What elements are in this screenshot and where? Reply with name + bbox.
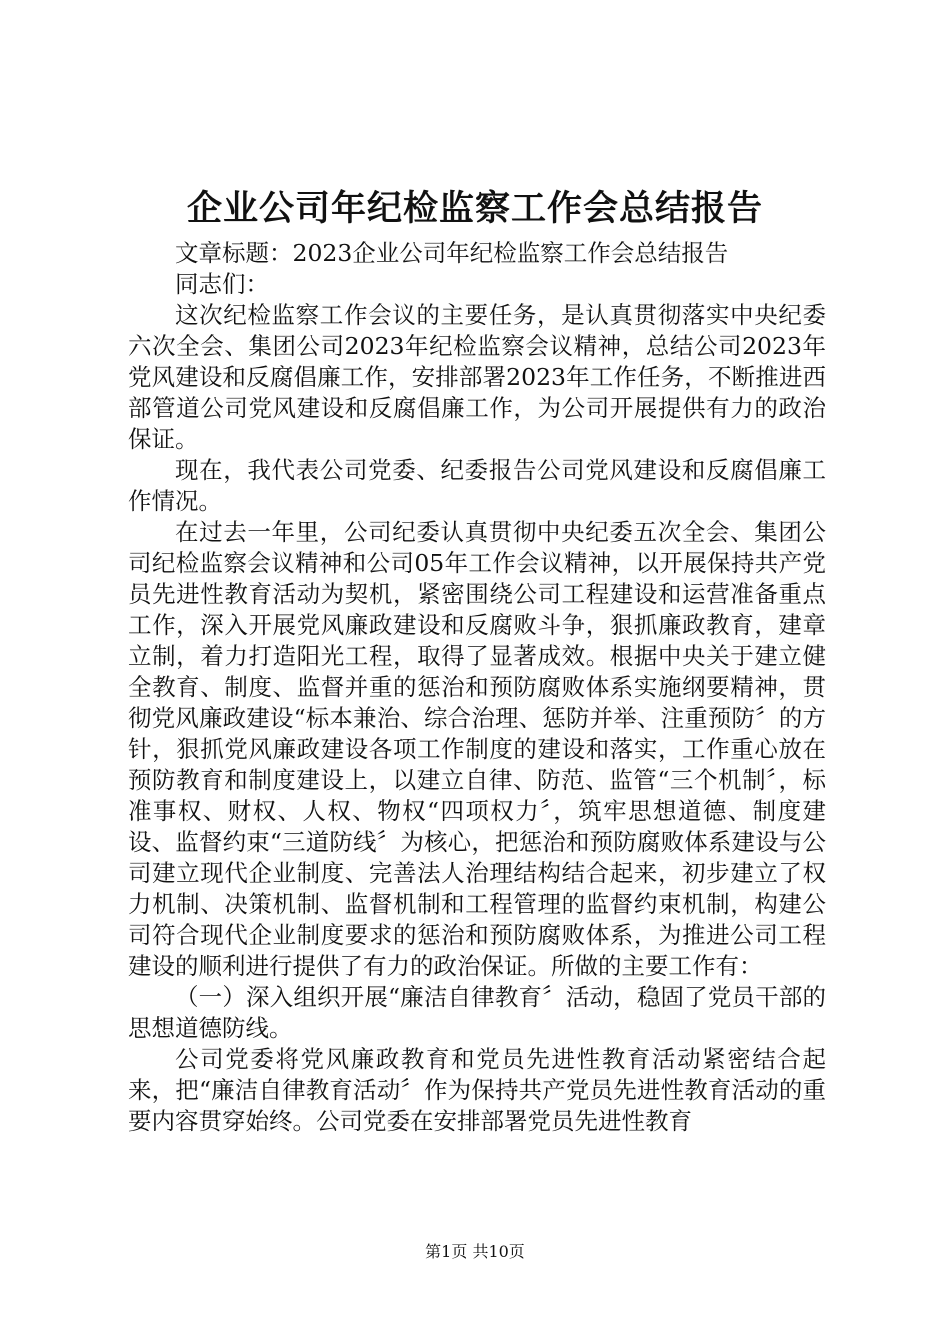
article-title-line: 文章标题：2023企业公司年纪检监察工作会总结报告 (175, 239, 729, 267)
document-body (128, 238, 826, 1137)
paragraph: 在过去一年里，公司纪委认真贯彻中央纪委五次全会、集团公司纪检监察会议精神和公司05年工作会议精神，以开展保持共产党员先进性教育活动为契机，紧密围绕公司工程建设和运营准备重点工作，深入开展党风廉政建设和反腐败斗争，狠抓廉政教育，建章立制，着力打造阳光工程，取得了显著成效。根据中央关于建立健全教育、制度、监督并重的惩治和预防腐败体系实施纲要精神，贯彻党风廉政建设“标本兼治、综合治理、惩防并举、注重预防〞的方针，狠抓党风廉政建设各项工作制度的建设和落实，工作重心放在预防教育和制度建设上，以建立自律、防范、监管“三个机制〞，标准事权、财权、人权、物权“四项权力〞，筑牢思想道德、制度建设、监督约束“三道防线〞为核心，把惩治和预防腐败体系建设与公司建立现代企业制度、完善法人治理结构结合起来，初步建立了权力机制、决策机制、监督机制和工程管理的监督约束机制，构建公司符合现代企业制度要求的惩治和预防腐败体系，为推进公司工程建设的顺利进行提供了有力的政治保证。所做的主要工作有： (128, 518, 826, 980)
salutation: 同志们： (175, 270, 269, 298)
page-footer: 第1页 共10页 (425, 1242, 525, 1261)
section-heading: （一）深入组织开展“廉洁自律教育〞活动，稳固了党员干部的思想道德防线。 (128, 983, 826, 1042)
paragraph: 现在，我代表公司党委、纪委报告公司党风建设和反腐倡廉工作情况。 (128, 456, 826, 515)
document-title: 企业公司年纪检监察工作会总结报告 (186, 188, 763, 229)
paragraph: 公司党委将党风廉政教育和党员先进性教育活动紧密结合起来，把“廉洁自律教育活动〞作为保持共产党员先进性教育活动的重要内容贯穿始终。公司党委在安排部署党员先进性教育 (128, 1045, 826, 1135)
paragraph: 这次纪检监察工作会议的主要任务，是认真贯彻落实中央纪委六次全会、集团公司2023年纪检监察会议精神，总结公司2023年党风建设和反腐倡廉工作，安排部署2023年工作任务，不断推进西部管道公司党风建设和反腐倡廉工作，为公司开展提供有力的政治保证。 (128, 301, 826, 453)
